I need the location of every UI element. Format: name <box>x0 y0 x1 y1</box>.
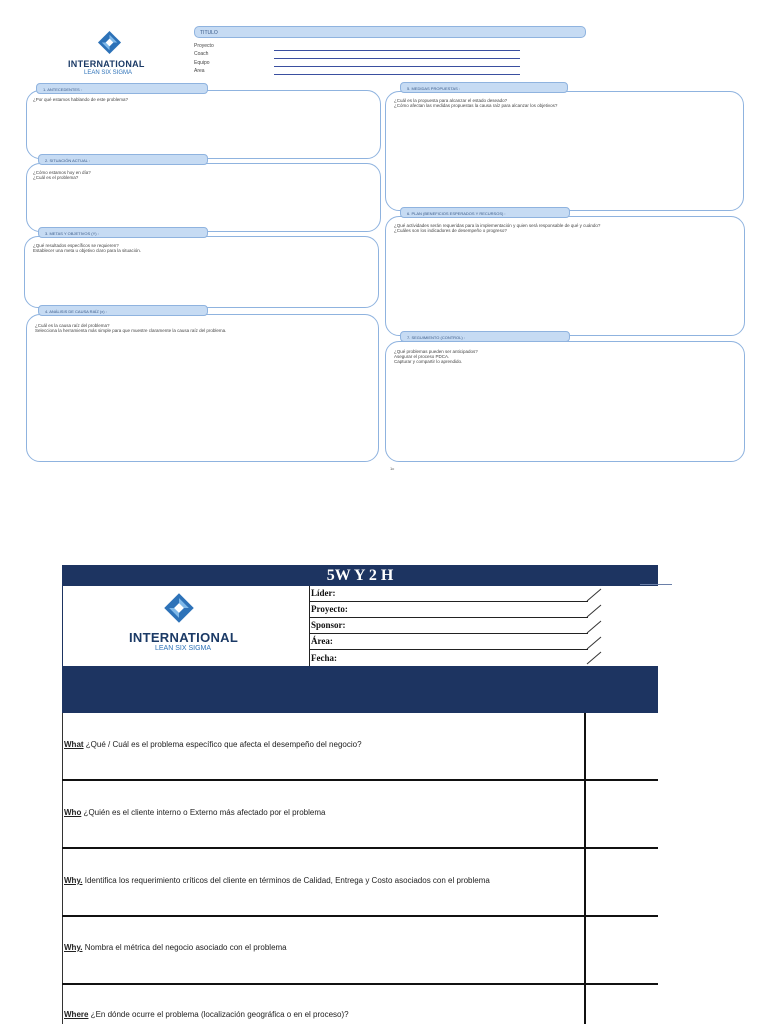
table-column-divider <box>584 713 586 1024</box>
logo-sub-text: LEAN SIX SIGMA <box>155 645 212 652</box>
w5h2-title: 5W Y 2 H <box>62 565 658 586</box>
field-line-lider[interactable] <box>310 601 588 602</box>
table-left-border <box>62 713 63 1024</box>
section-3-text: ¿Qué resultados específicos se requieren? Establecer una meta u objetivo claro para la situación. <box>33 243 142 253</box>
section-7-text: ¿Qué problemas pueden ser anticipados? Asegurar el proceso PDCA. Capturar y compartir lo aprendido. <box>394 349 478 364</box>
section-4-text: ¿Cuál es la causa raíz del problema? Selecciona la herramienta más simple para que muestre claramente la causa raíz del problema. <box>35 323 227 333</box>
section-box-4[interactable] <box>26 314 379 462</box>
row-key: What <box>64 740 84 749</box>
row-key: Why. <box>64 943 83 952</box>
section-header-4: 4. ANÁLISIS DE CAUSA RAÍZ (x) : <box>38 305 208 316</box>
logo-mark-icon <box>163 592 195 624</box>
a3-title-bar[interactable]: TITULO <box>194 26 586 38</box>
row-divider-4 <box>62 983 658 985</box>
section-box-2[interactable] <box>26 163 381 232</box>
section-box-3[interactable] <box>24 236 379 308</box>
table-row-why-2[interactable] <box>64 943 287 952</box>
field-fecha: Fecha: <box>311 653 337 663</box>
field-line-slashes <box>585 586 605 666</box>
a3-logo <box>60 28 160 78</box>
section-5-text: ¿Cuál es la propuesta para alcanzar el estado deseado? ¿Cómo afectan las medidas propuestas la causa raíz para alcanzar los objetivos? <box>394 98 558 108</box>
field-line-proyecto[interactable] <box>310 617 588 618</box>
section-header-3: 3. METAS Y OBJETIVOS (Y) : <box>38 227 208 238</box>
row-divider-2 <box>62 847 658 849</box>
section-header-6: 6. PLAN (BENEFICIOS ESPERADOS Y RECURSOS) : <box>400 207 570 218</box>
w5h2-header-band <box>62 666 658 713</box>
row-question: ¿En dónde ocurre el problema (localización geográfica o en el proceso)? <box>88 1010 349 1019</box>
logo-mark-icon <box>97 30 122 55</box>
field-area: Área: <box>311 636 333 646</box>
logo-sub-text: LEAN SIX SIGMA <box>84 70 133 76</box>
table-row-who[interactable] <box>64 808 325 817</box>
section-header-5: 5. MEDIDAS PROPUESTAS : <box>400 82 568 93</box>
a3-field-line-area[interactable] <box>274 74 520 75</box>
table-row-what[interactable] <box>64 740 362 749</box>
row-key: Who <box>64 808 82 817</box>
row-question: Identifica los requerimiento críticos del cliente en términos de Calidad, Entrega y Costo asociados con el problema <box>82 876 490 885</box>
table-row-where[interactable] <box>64 1010 349 1019</box>
a3-field-line-proyecto[interactable] <box>274 50 520 51</box>
logo-main-text: INTERNATIONAL <box>129 630 239 645</box>
row-question: ¿Qué / Cuál es el problema específico que afecta el desempeño del negocio? <box>83 740 362 749</box>
row-divider-1 <box>62 779 658 781</box>
row-question: Nombra el métrica del negocio asociado con el problema <box>82 943 287 952</box>
a3-field-equipo: Equipo <box>194 60 210 66</box>
field-line-sponsor[interactable] <box>310 633 588 634</box>
section-2-text: ¿Cómo estamos hoy en día? ¿Cuál es el problema? <box>33 170 91 180</box>
section-1-text: ¿Por qué estamos hablando de este problema? <box>33 97 129 102</box>
row-divider-3 <box>62 915 658 917</box>
field-proyecto: Proyecto: <box>311 604 348 614</box>
section-box-6[interactable] <box>385 216 745 336</box>
section-box-5[interactable] <box>385 91 744 211</box>
a3-field-coach: Coach <box>194 51 209 57</box>
section-6-text: ¿Qué actividades serán requeridas para la implementación y quien será responsable de qué y cuándo? ¿Cuáles son los indicadores de desempeño o progreso? <box>394 223 601 233</box>
section-header-7: 7. SEGUIMIENTO (CONTROL) : <box>400 331 570 342</box>
row-key: Where <box>64 1010 89 1019</box>
field-lider: Líder: <box>311 588 336 598</box>
field-sponsor: Sponsor: <box>311 620 346 630</box>
a3-field-line-equipo[interactable] <box>274 66 520 67</box>
table-row-why-1[interactable] <box>64 876 490 885</box>
a3-template <box>0 0 768 480</box>
row-question: ¿Quién es el cliente interno o Externo más afectado por el problema <box>81 808 326 817</box>
section-header-2: 2. SITUACIÓN ACTUAL : <box>38 154 208 165</box>
a3-field-line-coach[interactable] <box>274 58 520 59</box>
field-line-area[interactable] <box>310 649 588 650</box>
section-header-1: 1. ANTECEDENTES : <box>36 83 208 94</box>
section-box-7[interactable] <box>385 341 745 462</box>
a3-field-area: Area <box>194 68 205 74</box>
logo-main-text: INTERNATIONAL <box>68 59 145 69</box>
section-box-1[interactable] <box>26 90 381 159</box>
w5h2-logo-cell <box>62 586 310 666</box>
page-mark: 1c <box>390 466 395 471</box>
a3-field-proyecto: Proyecto <box>194 43 214 49</box>
row-key: Why. <box>64 876 83 885</box>
header-line-extension <box>640 584 672 585</box>
